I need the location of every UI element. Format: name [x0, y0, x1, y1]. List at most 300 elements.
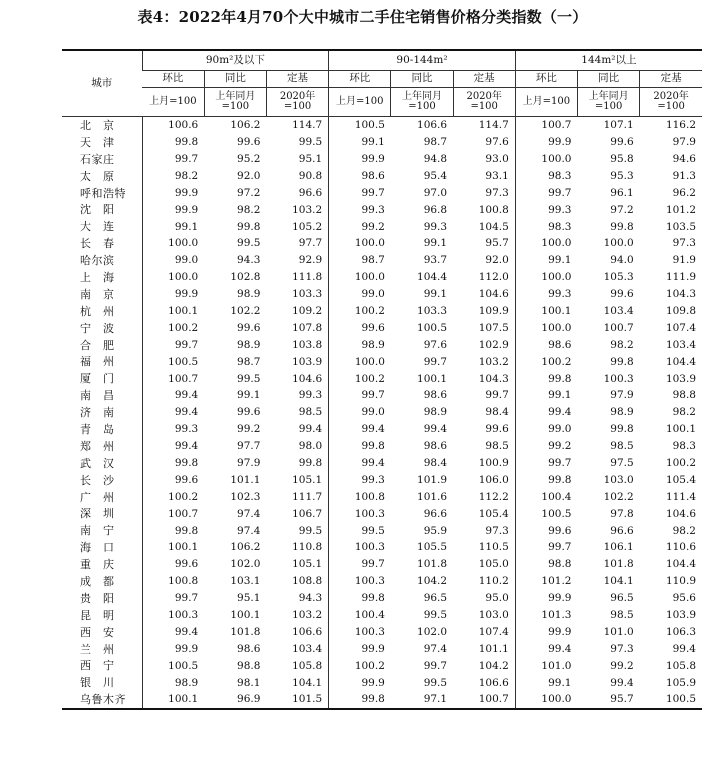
value-cell: 105.4 [478, 507, 509, 520]
value-cell: 99.6 [237, 406, 261, 419]
value-cell: 100.8 [142, 573, 204, 590]
value-cell: 96.8 [423, 203, 448, 216]
value-cell: 98.5 [610, 609, 634, 622]
value-cell: 104.5 [478, 220, 509, 233]
value-cell: 99.1 [423, 288, 448, 301]
value-cell: 98.9 [237, 288, 261, 301]
value-cell: 103.4 [665, 338, 696, 351]
value-cell: 111.4 [665, 490, 696, 503]
city-cell: 贵 阳 [80, 591, 115, 605]
value-cell: 97.8 [610, 507, 634, 520]
value-cell: 99.4 [515, 404, 577, 421]
value-cell: 101.1 [230, 473, 261, 486]
city-cell: 呼和浩特 [80, 186, 126, 200]
value-cell: 104.1 [292, 676, 323, 689]
value-cell: 105.2 [292, 220, 323, 233]
value-cell: 104.6 [478, 288, 509, 301]
value-cell: 95.9 [423, 524, 448, 537]
value-cell: 97.1 [391, 691, 453, 709]
value-cell: 98.6 [329, 168, 391, 185]
value-cell: 95.7 [577, 691, 639, 709]
value-cell: 99.6 [329, 320, 391, 337]
base-header: 2020年=100 [266, 88, 328, 117]
value-cell: 100.3 [329, 539, 391, 556]
city-cell: 南 宁 [80, 524, 115, 538]
value-cell: 98.8 [515, 556, 577, 573]
value-cell: 99.0 [329, 286, 391, 303]
value-cell: 99.8 [610, 220, 634, 233]
value-cell: 100.8 [329, 489, 391, 506]
value-cell: 94.3 [298, 592, 323, 605]
value-cell: 99.7 [329, 387, 391, 404]
value-cell: 111.9 [665, 271, 696, 284]
value-cell: 93.0 [485, 152, 509, 165]
value-cell: 103.5 [665, 220, 696, 233]
table-row [62, 201, 702, 218]
city-cell: 乌鲁木齐 [62, 691, 142, 709]
table-row [62, 472, 702, 489]
value-cell: 100.7 [515, 117, 577, 134]
city-cell: 南 昌 [80, 389, 115, 403]
value-cell: 114.7 [292, 119, 323, 132]
value-cell: 110.5 [478, 541, 509, 554]
value-cell: 98.2 [142, 168, 204, 185]
value-cell: 103.0 [603, 473, 634, 486]
value-cell: 104.4 [665, 558, 696, 571]
table-row [62, 607, 702, 624]
value-cell: 99.9 [329, 151, 391, 168]
value-cell: 101.9 [417, 473, 448, 486]
value-cell: 108.8 [292, 575, 323, 588]
value-cell: 107.5 [478, 321, 509, 334]
value-cell: 97.3 [610, 642, 634, 655]
value-cell: 90.8 [298, 169, 323, 182]
value-cell: 103.8 [292, 338, 323, 351]
value-cell: 105.9 [665, 676, 696, 689]
value-cell: 100.0 [329, 235, 391, 252]
value-cell: 98.9 [142, 674, 204, 691]
value-cell: 100.7 [453, 691, 515, 709]
value-cell: 99.9 [142, 641, 204, 658]
city-cell: 上 海 [80, 270, 115, 284]
value-cell: 97.2 [610, 203, 634, 216]
value-cell: 99.8 [329, 691, 391, 709]
value-cell: 92.0 [485, 254, 509, 267]
value-cell: 100.0 [515, 269, 577, 286]
city-cell: 沈 阳 [80, 203, 115, 217]
table-row [62, 168, 702, 185]
value-cell: 99.2 [610, 659, 634, 672]
value-cell: 105.3 [603, 271, 634, 284]
value-cell: 109.2 [292, 304, 323, 317]
value-cell: 99.1 [423, 237, 448, 250]
value-cell: 96.9 [204, 691, 266, 709]
value-cell: 101.0 [603, 625, 634, 638]
city-cell: 西 宁 [80, 659, 115, 673]
table-row [62, 252, 702, 269]
value-cell: 104.3 [665, 288, 696, 301]
value-cell: 97.9 [610, 389, 634, 402]
city-cell: 福 州 [80, 355, 115, 369]
city-cell: 南 京 [80, 287, 115, 301]
value-cell: 99.4 [142, 387, 204, 404]
table-row [62, 353, 702, 370]
value-cell: 99.9 [515, 624, 577, 641]
city-cell: 银 川 [80, 676, 115, 690]
value-cell: 98.6 [423, 440, 448, 453]
value-cell: 99.7 [423, 659, 448, 672]
value-cell: 103.2 [478, 355, 509, 368]
value-cell: 104.4 [417, 271, 448, 284]
value-cell: 107.1 [603, 119, 634, 132]
metric-header: 同比 [391, 71, 453, 88]
value-cell: 100.2 [665, 457, 696, 469]
value-cell: 99.8 [237, 220, 261, 233]
value-cell: 98.9 [329, 337, 391, 354]
value-cell: 98.6 [515, 337, 577, 354]
city-cell: 郑 州 [80, 439, 115, 453]
city-cell: 宁 波 [80, 321, 115, 335]
value-cell: 94.6 [672, 152, 696, 165]
table-row [62, 134, 702, 151]
value-cell: 99.6 [237, 321, 261, 334]
value-cell: 100.3 [142, 607, 204, 624]
value-cell: 100.1 [515, 303, 577, 320]
value-cell: 97.4 [237, 507, 261, 520]
table-row [62, 421, 702, 438]
table-row [62, 320, 702, 337]
value-cell: 100.4 [329, 607, 391, 624]
value-cell: 95.3 [610, 169, 634, 182]
value-cell: 96.5 [610, 592, 634, 605]
value-cell: 99.4 [298, 423, 323, 436]
value-cell: 98.3 [672, 440, 696, 453]
value-cell: 100.1 [665, 423, 696, 436]
value-cell: 100.1 [142, 539, 204, 556]
value-cell: 106.6 [417, 119, 448, 132]
value-cell: 93.7 [423, 254, 448, 267]
value-cell: 99.7 [515, 455, 577, 472]
value-cell: 95.6 [672, 592, 696, 605]
value-cell: 99.1 [142, 218, 204, 235]
value-cell: 99.5 [423, 609, 448, 622]
value-cell: 97.4 [237, 524, 261, 537]
city-cell: 济 南 [80, 406, 115, 420]
city-cell: 长 春 [80, 237, 115, 251]
value-cell: 95.0 [485, 592, 509, 605]
value-cell: 107.8 [292, 321, 323, 334]
group-header-large: 144m²以上 [515, 50, 702, 71]
value-cell: 101.8 [603, 558, 634, 571]
value-cell: 106.2 [230, 119, 261, 132]
value-cell: 100.0 [515, 320, 577, 337]
value-cell: 100.0 [515, 151, 577, 168]
value-cell: 102.0 [230, 558, 261, 571]
value-cell: 102.9 [478, 338, 509, 351]
city-cell: 长 沙 [80, 473, 115, 487]
value-cell: 102.3 [230, 490, 261, 503]
base-header: 2020年=100 [640, 88, 702, 117]
value-cell: 103.2 [292, 203, 323, 216]
city-cell: 哈尔滨 [80, 254, 115, 268]
value-cell: 100.5 [329, 117, 391, 134]
value-cell: 100.1 [417, 372, 448, 385]
value-cell: 99.6 [610, 136, 634, 149]
value-cell: 100.3 [603, 372, 634, 385]
value-cell: 105.4 [665, 473, 696, 486]
value-cell: 99.1 [515, 252, 577, 269]
value-cell: 105.8 [292, 659, 323, 672]
value-cell: 106.1 [603, 541, 634, 554]
value-cell: 110.9 [665, 575, 696, 588]
value-cell: 95.1 [298, 152, 323, 165]
value-cell: 98.6 [237, 642, 261, 655]
value-cell: 102.8 [230, 271, 261, 284]
value-cell: 99.8 [610, 423, 634, 436]
value-cell: 99.3 [298, 389, 323, 402]
city-cell: 北 京 [80, 118, 115, 132]
value-cell: 98.9 [610, 406, 634, 419]
value-cell: 110.2 [478, 575, 509, 588]
value-cell: 100.5 [640, 691, 702, 709]
value-cell: 112.2 [478, 490, 509, 503]
table-row [62, 185, 702, 202]
value-cell: 99.8 [142, 455, 204, 472]
table-row [62, 489, 702, 506]
value-cell: 97.6 [423, 338, 448, 351]
value-cell: 95.1 [237, 592, 261, 605]
value-cell: 99.6 [515, 522, 577, 539]
value-cell: 99.8 [329, 438, 391, 455]
value-cell: 104.2 [417, 575, 448, 588]
table-row [62, 556, 702, 573]
value-cell: 99.7 [142, 337, 204, 354]
value-cell: 104.6 [292, 372, 323, 385]
value-cell: 97.2 [237, 186, 261, 199]
value-cell: 99.7 [329, 556, 391, 573]
value-cell: 100.0 [142, 269, 204, 286]
value-cell: 98.9 [423, 406, 448, 419]
table-row [62, 387, 702, 404]
table-row [62, 505, 702, 522]
table-row [62, 303, 702, 320]
table-row [62, 438, 702, 455]
value-cell: 99.1 [329, 134, 391, 151]
table-row [62, 573, 702, 590]
value-cell: 98.7 [423, 136, 448, 149]
value-cell: 98.7 [237, 355, 261, 368]
value-cell: 98.0 [298, 440, 323, 453]
table-row [62, 370, 702, 387]
value-cell: 98.2 [672, 524, 696, 537]
value-cell: 99.1 [237, 389, 261, 402]
value-cell: 100.1 [142, 303, 204, 320]
value-cell: 95.2 [237, 152, 261, 165]
table-row [62, 337, 702, 354]
value-cell: 112.0 [478, 271, 509, 284]
value-cell: 99.6 [237, 136, 261, 149]
value-cell: 109.9 [478, 304, 509, 317]
value-cell: 96.1 [610, 186, 634, 199]
value-cell: 100.8 [478, 203, 509, 216]
base-header: 上月=100 [515, 88, 577, 117]
value-cell: 99.0 [329, 404, 391, 421]
value-cell: 99.2 [237, 423, 261, 436]
value-cell: 99.2 [329, 218, 391, 235]
value-cell: 99.8 [142, 522, 204, 539]
city-cell: 大 连 [80, 220, 115, 234]
value-cell: 100.5 [142, 658, 204, 675]
value-cell: 97.6 [485, 136, 509, 149]
value-cell: 99.9 [142, 185, 204, 202]
city-cell: 杭 州 [80, 304, 115, 318]
table-row [62, 286, 702, 303]
value-cell: 99.4 [142, 404, 204, 421]
value-cell: 103.4 [603, 304, 634, 317]
value-cell: 99.9 [515, 590, 577, 607]
value-cell: 97.7 [298, 237, 323, 250]
value-cell: 100.0 [329, 353, 391, 370]
city-cell: 深 圳 [80, 507, 115, 521]
value-cell: 99.5 [329, 522, 391, 539]
city-cell: 武 汉 [80, 456, 115, 470]
city-cell: 合 肥 [80, 338, 115, 352]
base-header: 上月=100 [142, 88, 204, 117]
value-cell: 100.1 [230, 609, 261, 622]
value-cell: 99.6 [142, 472, 204, 489]
value-cell: 100.9 [478, 457, 509, 469]
value-cell: 96.6 [298, 186, 323, 199]
value-cell: 106.6 [292, 625, 323, 638]
value-cell: 101.8 [230, 625, 261, 638]
value-cell: 99.5 [298, 524, 323, 537]
value-cell: 99.4 [423, 423, 448, 436]
value-cell: 100.7 [142, 370, 204, 387]
value-cell: 99.8 [515, 370, 577, 387]
value-cell: 104.4 [665, 355, 696, 368]
value-cell: 100.3 [329, 573, 391, 590]
value-cell: 100.7 [603, 321, 634, 334]
value-cell: 99.3 [515, 286, 577, 303]
table-row [62, 455, 702, 472]
value-cell: 99.8 [610, 355, 634, 368]
value-cell: 106.0 [478, 473, 509, 486]
value-cell: 99.3 [423, 220, 448, 233]
table-row [62, 117, 702, 134]
value-cell: 105.8 [665, 659, 696, 672]
value-cell: 97.3 [485, 524, 509, 537]
table-row [62, 235, 702, 252]
value-cell: 107.4 [665, 321, 696, 334]
value-cell: 100.3 [329, 624, 391, 641]
value-cell: 99.9 [329, 641, 391, 658]
value-cell: 102.2 [603, 490, 634, 503]
value-cell: 95.4 [423, 169, 448, 182]
group-header-small: 90m²及以下 [142, 50, 329, 71]
table-row [62, 658, 702, 675]
value-cell: 98.4 [485, 406, 509, 419]
value-cell: 103.3 [417, 304, 448, 317]
value-cell: 98.3 [515, 218, 577, 235]
value-cell: 99.7 [423, 355, 448, 368]
value-cell: 99.3 [142, 421, 204, 438]
table-row [62, 218, 702, 235]
base-header: 上年同月=100 [204, 88, 266, 117]
value-cell: 96.6 [610, 524, 634, 537]
city-cell: 兰 州 [80, 642, 115, 656]
value-cell: 99.4 [610, 676, 634, 689]
table-row [62, 590, 702, 607]
value-cell: 95.8 [610, 152, 634, 165]
value-cell: 105.5 [417, 541, 448, 554]
value-cell: 109.8 [665, 304, 696, 317]
value-cell: 98.5 [610, 440, 634, 453]
value-cell: 99.1 [515, 674, 577, 691]
table-title: 表4：2022年4月70个大中城市二手住宅销售价格分类指数（一） [137, 8, 588, 26]
value-cell: 99.4 [329, 455, 391, 472]
city-cell: 广 州 [80, 490, 115, 504]
value-cell: 98.5 [298, 406, 323, 419]
table-row [62, 624, 702, 641]
value-cell: 99.8 [298, 457, 323, 469]
value-cell: 103.2 [292, 609, 323, 622]
value-cell: 93.1 [485, 169, 509, 182]
value-cell: 100.3 [329, 505, 391, 522]
value-cell: 98.4 [423, 457, 448, 469]
value-cell: 103.9 [665, 372, 696, 385]
value-cell: 104.6 [665, 507, 696, 520]
value-cell: 99.7 [142, 151, 204, 168]
value-cell: 100.2 [329, 370, 391, 387]
value-cell: 100.7 [142, 505, 204, 522]
value-cell: 116.2 [665, 119, 696, 132]
value-cell: 99.3 [515, 201, 577, 218]
value-cell: 99.9 [142, 201, 204, 218]
value-cell: 99.9 [515, 134, 577, 151]
value-cell: 100.0 [142, 235, 204, 252]
table-row [62, 674, 702, 691]
value-cell: 106.3 [665, 625, 696, 638]
value-cell: 103.3 [292, 288, 323, 301]
value-cell: 99.8 [515, 472, 577, 489]
value-cell: 99.4 [142, 624, 204, 641]
value-cell: 104.2 [478, 659, 509, 672]
value-cell: 99.6 [610, 288, 634, 301]
metric-header: 同比 [204, 71, 266, 88]
value-cell: 97.3 [485, 186, 509, 199]
value-cell: 92.9 [298, 254, 323, 267]
price-index-table [62, 49, 702, 710]
value-cell: 100.0 [603, 237, 634, 250]
value-cell: 103.4 [292, 642, 323, 655]
value-cell: 100.2 [329, 658, 391, 675]
city-cell: 昆 明 [80, 608, 115, 622]
value-cell: 107.4 [478, 625, 509, 638]
value-cell: 99.7 [515, 539, 577, 556]
city-cell: 厦 门 [80, 372, 115, 386]
value-cell: 100.1 [142, 691, 204, 709]
city-cell: 成 都 [80, 574, 115, 588]
value-cell: 96.6 [423, 507, 448, 520]
value-cell: 98.2 [237, 203, 261, 216]
value-cell: 99.9 [329, 674, 391, 691]
value-cell: 97.9 [672, 136, 696, 149]
city-cell: 青 岛 [80, 422, 115, 436]
value-cell: 98.2 [672, 406, 696, 419]
value-cell: 110.8 [292, 541, 323, 554]
value-cell: 100.5 [515, 505, 577, 522]
value-cell: 99.5 [237, 372, 261, 385]
